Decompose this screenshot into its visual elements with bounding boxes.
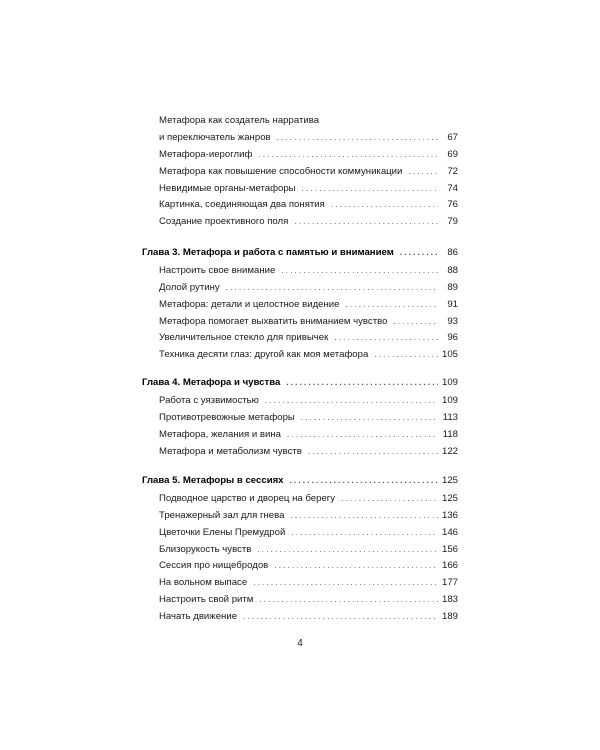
toc-entry bbox=[142, 164, 458, 181]
toc-entry-title: Тренажерный зал для гнева bbox=[159, 509, 285, 521]
toc-entry-title: Долой рутину bbox=[159, 281, 220, 293]
toc-entry bbox=[142, 113, 458, 130]
toc-entry bbox=[142, 525, 458, 542]
toc-chapter-heading bbox=[142, 473, 458, 490]
toc-entry bbox=[142, 147, 458, 164]
toc-leader-dots bbox=[281, 263, 438, 280]
toc-entry bbox=[142, 491, 458, 508]
toc-section-intro bbox=[142, 113, 458, 231]
toc-leader-dots bbox=[334, 330, 438, 347]
toc-entry-page: 89 bbox=[447, 281, 458, 293]
toc-entry-page: 91 bbox=[447, 298, 458, 310]
toc-entry bbox=[142, 410, 458, 427]
toc-entry-title: Сессия про нищебродов bbox=[159, 560, 269, 572]
toc-entry-title: Начать движение bbox=[159, 611, 238, 623]
toc-leader-dots bbox=[265, 393, 438, 410]
toc-entry-page: 146 bbox=[441, 526, 458, 538]
toc-leader-dots bbox=[259, 592, 438, 609]
toc-leader-dots bbox=[277, 130, 438, 147]
toc-chapter-5 bbox=[142, 473, 458, 626]
toc-entry-page: 125 bbox=[441, 492, 458, 504]
toc-entry-title: Работа с уязвимостью bbox=[159, 394, 259, 406]
toc-leader-dots bbox=[253, 575, 438, 592]
toc-entry-title: Подводное царство и дворец на берегу bbox=[159, 492, 336, 504]
toc-entry bbox=[142, 280, 458, 297]
toc-entry-page: 72 bbox=[447, 165, 458, 177]
toc-entry-title: Метафора помогает выхватить вниманием чувство bbox=[159, 315, 388, 327]
toc-chapter-page: 109 bbox=[441, 377, 458, 388]
toc-leader-dots bbox=[286, 375, 438, 392]
toc-entry-title: Невидимые органы-метафоры bbox=[159, 182, 296, 194]
toc-entry-page: 67 bbox=[447, 131, 458, 143]
toc-leader-dots bbox=[226, 280, 438, 297]
toc-entry bbox=[142, 197, 458, 214]
toc-entry-title: Настроить свое внимание bbox=[159, 264, 276, 276]
toc-entry-title: Метафора: детали и целостное видение bbox=[159, 298, 340, 310]
toc-entry bbox=[142, 542, 458, 559]
toc-leader-dots bbox=[290, 473, 438, 490]
toc-entry-title: Метафора-иероглиф bbox=[159, 148, 253, 160]
toc-entry-page: 122 bbox=[441, 445, 458, 457]
toc-entry bbox=[142, 297, 458, 314]
toc-entry-page: 136 bbox=[441, 509, 458, 521]
toc-entry bbox=[142, 330, 458, 347]
toc-leader-dots bbox=[274, 558, 438, 575]
toc-entry bbox=[142, 347, 458, 364]
toc-chapter-page: 86 bbox=[447, 247, 458, 258]
toc-leader-dots bbox=[408, 164, 438, 181]
toc-entry-page: 118 bbox=[442, 428, 458, 440]
toc-entry-title: Картинка, соединяющая два понятия bbox=[159, 199, 325, 211]
toc-entry-page: 109 bbox=[441, 394, 458, 406]
toc-entry bbox=[142, 508, 458, 525]
toc-entry-page: 156 bbox=[441, 543, 458, 555]
toc-entry-page: 76 bbox=[447, 199, 458, 211]
toc-entry-title: Близорукость чувств bbox=[159, 543, 252, 555]
toc-leader-dots bbox=[331, 197, 438, 214]
toc-entry-page: 189 bbox=[441, 611, 458, 623]
toc-chapter-title: Глава 4. Метафора и чувства bbox=[142, 377, 281, 388]
toc-entry bbox=[142, 609, 458, 626]
toc-entry bbox=[142, 558, 458, 575]
toc-leader-dots bbox=[257, 542, 438, 559]
toc-entry-title: Увеличительное стекло для привычек bbox=[159, 332, 329, 344]
toc-entry-title: Техника десяти глаз: другой как моя метафора bbox=[159, 349, 369, 361]
toc-chapter-page: 125 bbox=[441, 475, 458, 486]
toc-leader-dots bbox=[243, 609, 438, 626]
toc-chapter-heading bbox=[142, 375, 458, 392]
toc-entry-page: 177 bbox=[441, 577, 458, 589]
toc-entry bbox=[142, 214, 458, 231]
toc-entry-page: 105 bbox=[441, 349, 458, 361]
toc-entry bbox=[142, 130, 458, 147]
toc-entry-page: 74 bbox=[447, 182, 458, 194]
toc-entry-page: 88 bbox=[447, 264, 458, 276]
toc-leader-dots bbox=[258, 147, 438, 164]
toc-entry-title: Метафора как создатель нарратива bbox=[159, 115, 320, 126]
toc-entry-page: 93 bbox=[447, 315, 458, 327]
toc-entry-title: На вольном выпасе bbox=[159, 577, 248, 589]
toc-entry bbox=[142, 263, 458, 280]
toc-entry bbox=[142, 592, 458, 609]
toc-leader-dots bbox=[294, 214, 438, 231]
toc-chapter-title: Глава 3. Метафора и работа с памятью и вниманием bbox=[142, 247, 394, 258]
toc-leader-dots bbox=[346, 297, 438, 314]
toc-entry-title: Цветочки Елены Премудрой bbox=[159, 526, 286, 538]
toc-leader-dots bbox=[291, 525, 438, 542]
page-number: 4 bbox=[297, 638, 303, 649]
toc-entry bbox=[142, 575, 458, 592]
toc-entry bbox=[142, 314, 458, 331]
toc-leader-dots bbox=[374, 347, 438, 364]
toc-entry bbox=[142, 393, 458, 410]
toc-entry bbox=[142, 181, 458, 198]
toc-leader-dots bbox=[308, 444, 438, 461]
toc-entry bbox=[142, 427, 458, 444]
toc-entry-title: и переключатель жанров bbox=[159, 131, 271, 143]
toc-leader-dots bbox=[393, 314, 438, 331]
toc-entry-title: Метафора и метаболизм чувств bbox=[159, 445, 302, 457]
toc-chapter-4 bbox=[142, 375, 458, 460]
toc-leader-dots bbox=[287, 427, 438, 444]
toc-chapter-title: Глава 5. Метафоры в сессиях bbox=[142, 475, 284, 486]
toc-entry-title: Настроить свой ритм bbox=[159, 594, 254, 606]
toc-leader-dots bbox=[302, 181, 438, 198]
toc-leader-dots bbox=[290, 508, 438, 525]
toc-entry-title: Создание проективного поля bbox=[159, 216, 289, 228]
toc-entry-page: 166 bbox=[441, 560, 458, 572]
toc-chapter-3 bbox=[142, 245, 458, 364]
toc-entry-title: Метафора как повышение способности коммуникации bbox=[159, 165, 403, 177]
toc-entry-page: 96 bbox=[447, 332, 458, 344]
toc-leader-dots bbox=[400, 245, 438, 262]
toc-leader-dots bbox=[301, 410, 438, 427]
toc-chapter-heading bbox=[142, 245, 458, 262]
toc-entry-page: 113 bbox=[442, 411, 458, 423]
toc-entry-page: 69 bbox=[447, 148, 458, 160]
toc-entry-page: 183 bbox=[441, 594, 458, 606]
toc-entry bbox=[142, 444, 458, 461]
toc-entry-title: Метафора, желания и вина bbox=[159, 428, 281, 440]
toc-leader-dots bbox=[341, 491, 438, 508]
toc-entry-title: Противотревожные метафоры bbox=[159, 411, 295, 423]
toc-entry-page: 79 bbox=[447, 216, 458, 228]
